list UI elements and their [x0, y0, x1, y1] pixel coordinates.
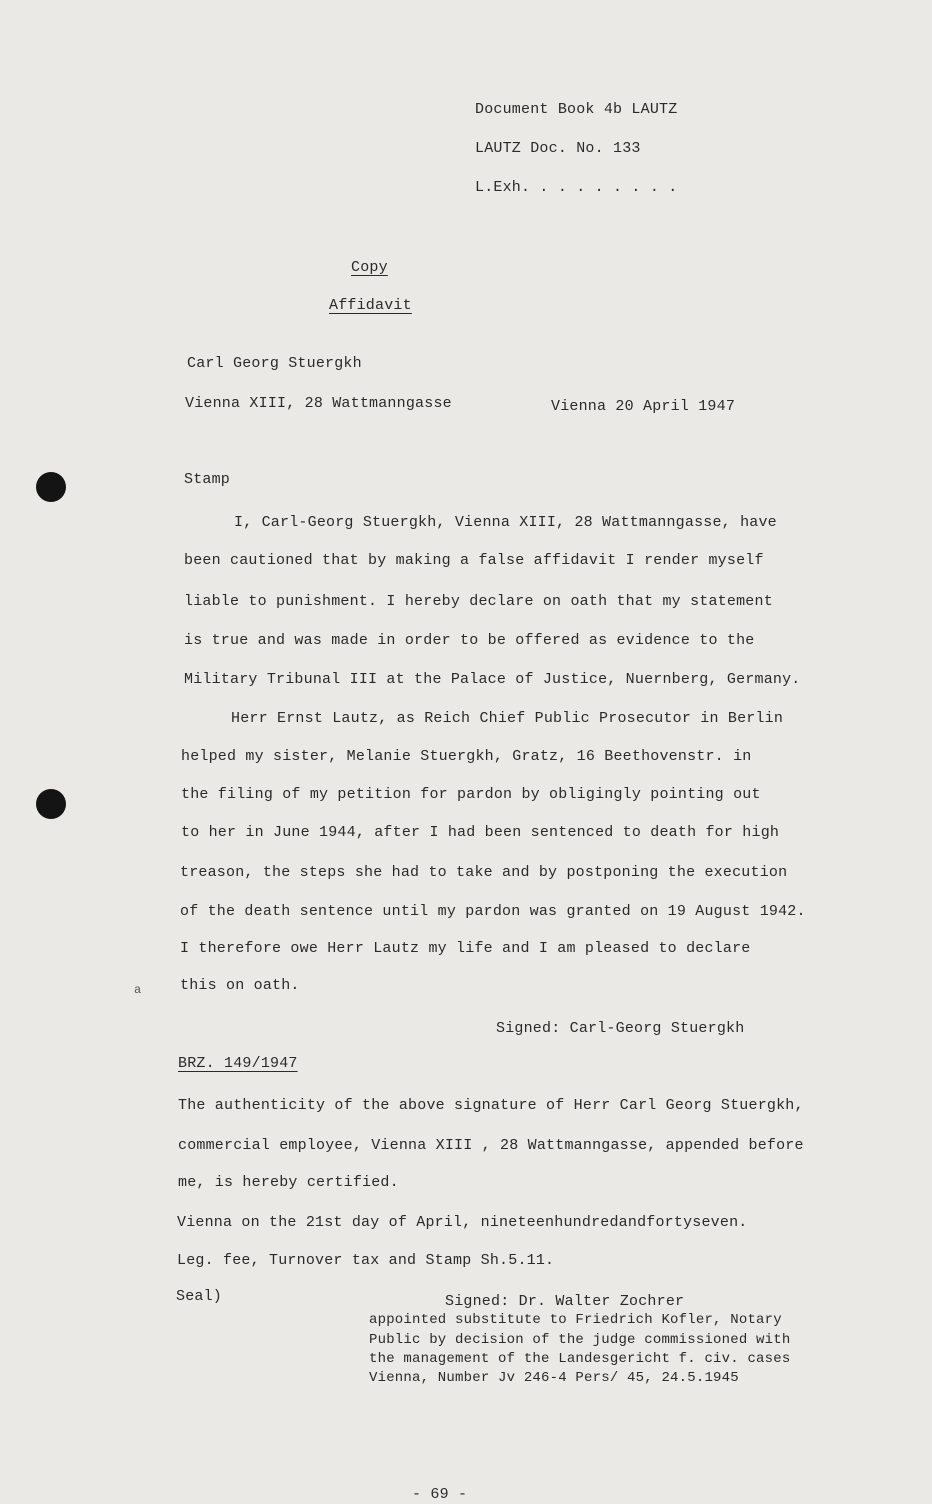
punch-hole-top — [36, 472, 66, 502]
paragraph-line: liable to punishment. I hereby declare on oath that my statement — [184, 593, 773, 610]
notary-detail-line: Vienna, Number Jv 246-4 Pers/ 45, 24.5.1945 — [369, 1370, 739, 1386]
certification-line: me, is hereby certified. — [178, 1174, 399, 1191]
certification-date: Vienna on the 21st day of April, nineteenhundredandfortyseven. — [177, 1214, 748, 1231]
paragraph-line: helped my sister, Melanie Stuergkh, Gratz, 16 Beethovenstr. in — [181, 748, 752, 765]
notary-signature: Signed: Dr. Walter Zochrer — [445, 1293, 685, 1310]
document-book-label: Document Book 4b LAUTZ — [475, 101, 678, 118]
margin-mark: a — [134, 983, 142, 997]
certification-line: commercial employee, Vienna XIII , 28 Wattmanngasse, appended before — [178, 1137, 804, 1154]
copy-title: Copy — [351, 259, 388, 276]
page-number: - 69 - — [412, 1486, 468, 1503]
certification-line: The authenticity of the above signature of Herr Carl Georg Stuergkh, — [178, 1097, 804, 1114]
paragraph-line: this on oath. — [180, 977, 300, 994]
seal-label: Seal) — [176, 1288, 223, 1305]
notary-detail-line: Public by decision of the judge commissioned with — [369, 1332, 791, 1348]
paragraph-line: Military Tribunal III at the Palace of Justice, Nuernberg, Germany. — [184, 671, 801, 688]
place-date: Vienna 20 April 1947 — [551, 398, 736, 415]
paragraph-line: the filing of my petition for pardon by obligingly pointing out — [181, 786, 761, 803]
paragraph-line: of the death sentence until my pardon was granted on 19 August 1942. — [180, 903, 806, 920]
paragraph-line: treason, the steps she had to take and by postponing the execution — [180, 864, 788, 881]
paragraph-line: I therefore owe Herr Lautz my life and I am pleased to declare — [180, 940, 751, 957]
certification-reference: BRZ. 149/1947 — [178, 1055, 298, 1072]
paragraph-line: been cautioned that by making a false affidavit I render myself — [184, 552, 764, 569]
paragraph-line: Herr Ernst Lautz, as Reich Chief Public Prosecutor in Berlin — [231, 710, 784, 727]
fee-line: Leg. fee, Turnover tax and Stamp Sh.5.11. — [177, 1252, 555, 1269]
paragraph-line: I, Carl-Georg Stuergkh, Vienna XIII, 28 Wattmanngasse, have — [234, 514, 777, 531]
author-address: Vienna XIII, 28 Wattmanngasse — [185, 395, 452, 412]
document-number: LAUTZ Doc. No. 133 — [475, 140, 641, 157]
author-name: Carl Georg Stuergkh — [187, 355, 362, 372]
stamp-label: Stamp — [184, 471, 231, 488]
exhibit-label: L.Exh. . . . . . . . . — [475, 179, 678, 196]
paragraph-line: to her in June 1944, after I had been sentenced to death for high — [181, 824, 780, 841]
notary-detail-line: the management of the Landesgericht f. civ. cases — [369, 1351, 791, 1367]
notary-detail-line: appointed substitute to Friedrich Kofler, Notary — [369, 1312, 782, 1328]
affiant-signature: Signed: Carl-Georg Stuergkh — [496, 1020, 745, 1037]
affidavit-title: Affidavit — [329, 297, 412, 314]
punch-hole-bottom — [36, 789, 66, 819]
paragraph-line: is true and was made in order to be offered as evidence to the — [184, 632, 755, 649]
